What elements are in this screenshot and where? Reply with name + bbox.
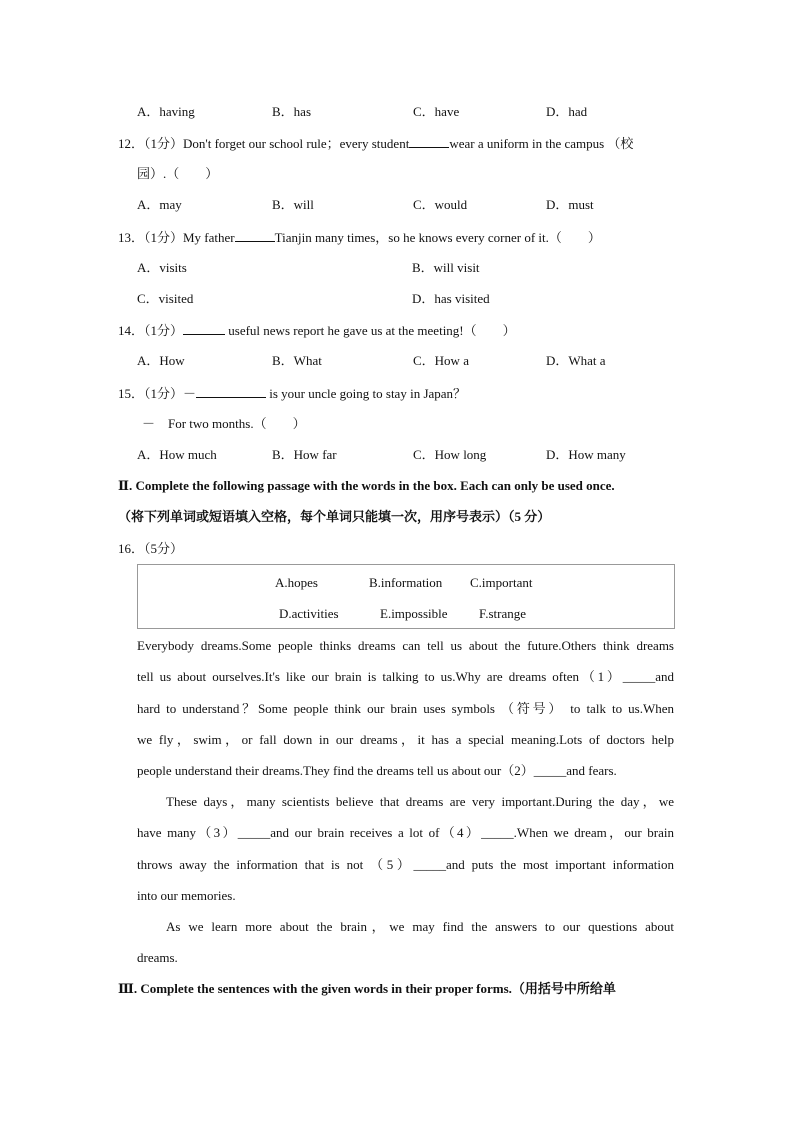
passage-p2-line3: throws away the information that is not （5）_____and puts the most important information bbox=[137, 857, 674, 872]
word-box-e: E.impossible bbox=[380, 606, 448, 621]
passage-p1-line4: we fly，swim，or fall down in our dreams，it has a special meaning.Lots of doctors help bbox=[137, 732, 674, 747]
passage-p1-line3: hard to understand？Some people think our brain uses symbols （符号） to talk to us.When bbox=[137, 701, 674, 716]
q12-stem-line2: 园）.（ ） bbox=[137, 166, 219, 181]
q15-stem bbox=[118, 385, 466, 402]
q15-option-d[interactable]: D．How many bbox=[546, 447, 626, 462]
passage-p3-line2: dreams. bbox=[137, 950, 178, 965]
word-box-b: B.information bbox=[369, 575, 443, 590]
q14-option-c[interactable]: C．How a bbox=[413, 353, 469, 368]
word-box-d: D.activities bbox=[279, 606, 339, 621]
q11-option-b[interactable]: B．has bbox=[272, 104, 312, 119]
passage-p2-line2: have many（3）_____and our brain receives a lot of（4）_____.When we dream，our brain bbox=[137, 825, 674, 840]
q11-option-d[interactable]: D．had bbox=[546, 104, 588, 119]
q12-option-c[interactable]: C．would bbox=[413, 197, 468, 212]
q15-option-b[interactable]: B．How far bbox=[272, 447, 337, 462]
passage-p2-line1: These days，many scientists believe that dreams are very important.During the day，we bbox=[166, 794, 674, 809]
q12-stem-post: wear a uniform in the campus （校 bbox=[449, 136, 634, 151]
q15-blank[interactable] bbox=[196, 385, 266, 398]
section3-title: Ⅲ. Complete the sentences with the given words in their proper forms.（用括号中所给单 bbox=[118, 981, 616, 996]
q12-stem-pre: 12．（1分）Don't forget our school rule；every student bbox=[118, 136, 410, 151]
q12-option-a[interactable]: A．may bbox=[137, 197, 182, 212]
q15-option-c[interactable]: C．How long bbox=[413, 447, 487, 462]
q14-option-a[interactable]: A．How bbox=[137, 353, 185, 368]
q14-stem-pre: 14．（1分） bbox=[118, 323, 184, 338]
q13-stem bbox=[118, 229, 601, 246]
q15-stem-post: is your uncle going to stay in Japan？ bbox=[266, 386, 467, 401]
q12-option-d[interactable]: D．must bbox=[546, 197, 594, 212]
section2-title-cn: （将下列单词或短语填入空格，每个单词只能填一次，用序号表示）（5 分） bbox=[118, 509, 551, 524]
q13-option-a[interactable]: A．visits bbox=[137, 260, 187, 275]
word-box-c: C.important bbox=[470, 575, 533, 590]
q13-option-d[interactable]: D．has visited bbox=[412, 291, 490, 306]
q12-stem bbox=[118, 135, 674, 152]
q12-blank[interactable] bbox=[409, 135, 449, 148]
q15-stem-pre: 15．（1分）－ bbox=[118, 386, 197, 401]
q15-reply: － For two months.（ ） bbox=[142, 416, 306, 431]
passage-p1-line5: people understand their dreams.They find the dreams tell us about our（2）_____and fears. bbox=[137, 763, 617, 778]
passage-p2-line4: into our memories. bbox=[137, 888, 236, 903]
q14-stem-post: useful news report he gave us at the meeting!（ ） bbox=[225, 323, 516, 338]
q13-option-c[interactable]: C．visited bbox=[137, 291, 194, 306]
word-box-a: A.hopes bbox=[275, 575, 318, 590]
q13-blank[interactable] bbox=[235, 229, 275, 242]
q16-label: 16．（5分） bbox=[118, 541, 184, 556]
q14-option-d[interactable]: D．What a bbox=[546, 353, 606, 368]
q13-stem-post: Tianjin many times，so he knows every corner of it.（ ） bbox=[274, 230, 601, 245]
q11-option-a[interactable]: A．having bbox=[137, 104, 195, 119]
q13-stem-pre: 13．（1分）My father bbox=[118, 230, 235, 245]
q14-stem bbox=[118, 322, 516, 339]
q12-option-b[interactable]: B．will bbox=[272, 197, 314, 212]
passage-p1-line1: Everybody dreams.Some people thinks dreams can tell us about the future.Others think dreams bbox=[137, 638, 674, 653]
q14-option-b[interactable]: B．What bbox=[272, 353, 322, 368]
word-box bbox=[137, 564, 675, 629]
word-box-f: F.strange bbox=[479, 606, 526, 621]
q13-option-b[interactable]: B．will visit bbox=[412, 260, 480, 275]
q11-option-c[interactable]: C．have bbox=[413, 104, 460, 119]
passage-p3-line1: As we learn more about the brain，we may find the answers to our questions about bbox=[166, 919, 674, 934]
q15-option-a[interactable]: A．How much bbox=[137, 447, 217, 462]
q14-blank[interactable] bbox=[183, 322, 225, 335]
section2-title-en: Ⅱ. Complete the following passage with the words in the box. Each can only be used once. bbox=[118, 478, 615, 493]
passage-p1-line2: tell us about ourselves.It's like our brain is talking to us.Why are dreams often（1）_____and bbox=[137, 669, 674, 684]
